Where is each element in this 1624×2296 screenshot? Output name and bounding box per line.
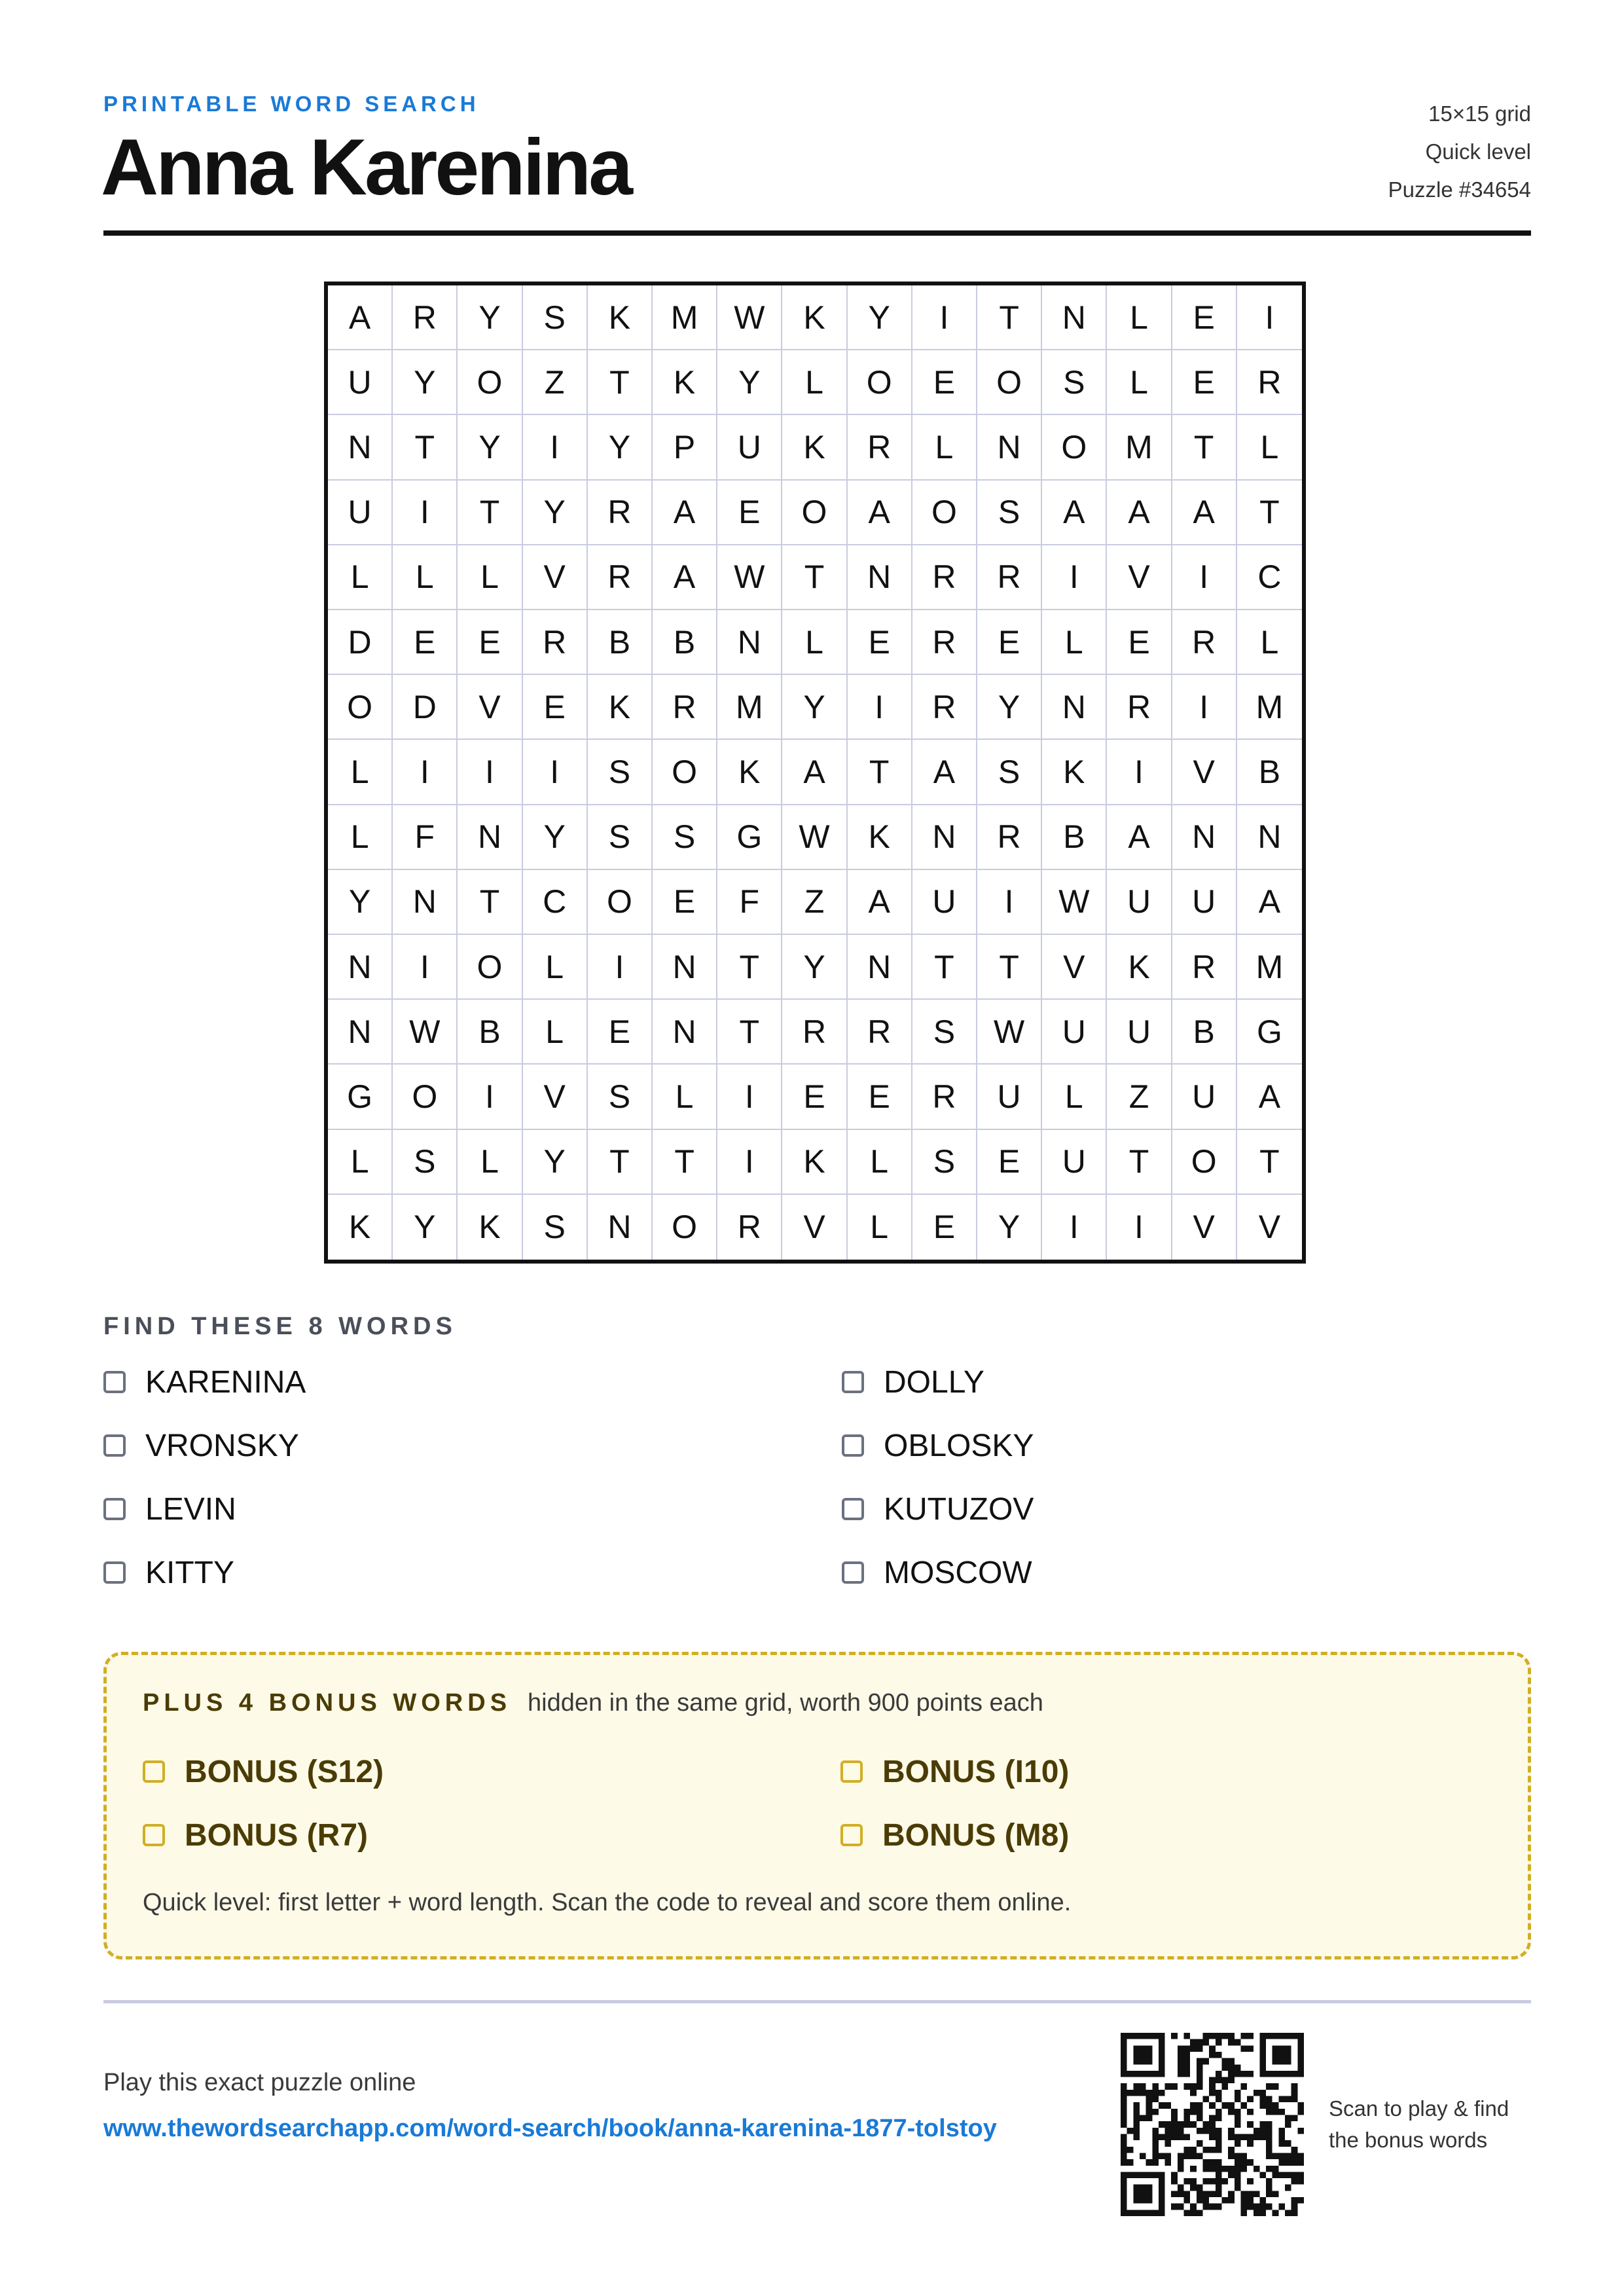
- bonus-word-item[interactable]: [143, 1818, 840, 1852]
- grid-cell[interactable]: E: [912, 350, 977, 415]
- grid-cell[interactable]: Y: [977, 675, 1042, 740]
- grid-cell[interactable]: T: [588, 350, 653, 415]
- grid-cell[interactable]: L: [782, 610, 847, 675]
- grid-cell[interactable]: G: [1237, 1000, 1302, 1065]
- grid-cell[interactable]: I: [977, 870, 1042, 935]
- grid-cell[interactable]: O: [912, 481, 977, 545]
- checkbox-icon[interactable]: [840, 1824, 863, 1846]
- grid-cell[interactable]: N: [1237, 805, 1302, 870]
- bonus-word-item[interactable]: [840, 1755, 1233, 1789]
- grid-cell[interactable]: S: [393, 1130, 458, 1195]
- grid-cell[interactable]: L: [653, 1065, 717, 1129]
- grid-cell[interactable]: V: [523, 545, 588, 610]
- grid-cell[interactable]: R: [912, 1065, 977, 1129]
- grid-cell[interactable]: U: [977, 1065, 1042, 1129]
- grid-cell[interactable]: L: [328, 545, 393, 610]
- grid-cell[interactable]: T: [977, 935, 1042, 1000]
- bonus-subheading: hidden in the same grid, worth 900 points each: [528, 1689, 1043, 1717]
- grid-cell[interactable]: E: [782, 1065, 847, 1129]
- grid-cell[interactable]: R: [588, 545, 653, 610]
- grid-cell[interactable]: E: [848, 610, 912, 675]
- checkbox-icon[interactable]: [842, 1561, 864, 1584]
- grid-cell[interactable]: V: [523, 1065, 588, 1129]
- grid-cell[interactable]: N: [328, 935, 393, 1000]
- grid-cell[interactable]: U: [328, 481, 393, 545]
- grid-cell[interactable]: M: [1107, 415, 1172, 480]
- grid-cell[interactable]: E: [912, 1195, 977, 1260]
- grid-cell[interactable]: M: [717, 675, 782, 740]
- grid-cell[interactable]: B: [1042, 805, 1107, 870]
- grid-cell[interactable]: R: [588, 481, 653, 545]
- grid-cell[interactable]: K: [782, 1130, 847, 1195]
- grid-cell[interactable]: U: [1107, 1000, 1172, 1065]
- grid-cell[interactable]: K: [328, 1195, 393, 1260]
- grid-cell[interactable]: O: [393, 1065, 458, 1129]
- grid-cell[interactable]: N: [393, 870, 458, 935]
- grid-cell[interactable]: A: [1042, 481, 1107, 545]
- word-label: VRONSKY: [145, 1428, 299, 1463]
- grid-cell[interactable]: C: [523, 870, 588, 935]
- grid-cell[interactable]: I: [523, 740, 588, 805]
- puzzle-meta: [1388, 95, 1531, 209]
- grid-cell[interactable]: T: [912, 935, 977, 1000]
- grid-cell[interactable]: N: [458, 805, 522, 870]
- grid-cell[interactable]: I: [1172, 675, 1237, 740]
- grid-cell[interactable]: T: [588, 1130, 653, 1195]
- grid-size-label: 15×15 grid: [1428, 101, 1531, 126]
- bonus-word-list: [143, 1755, 1233, 1852]
- grid-cell[interactable]: L: [848, 1130, 912, 1195]
- grid-cell[interactable]: V: [1172, 740, 1237, 805]
- grid-cell[interactable]: N: [848, 935, 912, 1000]
- grid-cell[interactable]: I: [848, 675, 912, 740]
- grid-cell[interactable]: Y: [523, 481, 588, 545]
- grid-cell[interactable]: M: [1237, 675, 1302, 740]
- grid-cell[interactable]: N: [717, 610, 782, 675]
- grid-cell[interactable]: N: [1042, 285, 1107, 350]
- grid-cell[interactable]: O: [1042, 415, 1107, 480]
- bonus-word-label: BONUS (M8): [882, 1817, 1070, 1853]
- grid-cell[interactable]: S: [912, 1000, 977, 1065]
- bonus-word-label: BONUS (I10): [882, 1754, 1070, 1789]
- grid-cell[interactable]: N: [912, 805, 977, 870]
- grid-cell[interactable]: E: [1172, 285, 1237, 350]
- grid-cell[interactable]: A: [1237, 870, 1302, 935]
- level-label: Quick level: [1425, 139, 1531, 164]
- grid-cell[interactable]: E: [717, 481, 782, 545]
- grid-cell[interactable]: V: [458, 675, 522, 740]
- grid-cell[interactable]: L: [1107, 285, 1172, 350]
- grid-cell[interactable]: R: [1107, 675, 1172, 740]
- grid-cell[interactable]: R: [912, 545, 977, 610]
- grid-cell[interactable]: S: [588, 805, 653, 870]
- bonus-word-label: BONUS (R7): [185, 1817, 369, 1853]
- grid-cell[interactable]: L: [1237, 415, 1302, 480]
- grid-cell[interactable]: E: [588, 1000, 653, 1065]
- grid-cell[interactable]: T: [717, 1000, 782, 1065]
- grid-cell[interactable]: K: [782, 285, 847, 350]
- grid-cell[interactable]: N: [653, 935, 717, 1000]
- grid-cell[interactable]: I: [1042, 1195, 1107, 1260]
- grid-cell[interactable]: O: [977, 350, 1042, 415]
- grid-cell[interactable]: L: [1237, 610, 1302, 675]
- grid-cell[interactable]: Y: [328, 870, 393, 935]
- checkbox-icon[interactable]: [143, 1824, 165, 1846]
- grid-cell[interactable]: E: [977, 1130, 1042, 1195]
- grid-cell[interactable]: R: [1237, 350, 1302, 415]
- grid-cell[interactable]: R: [977, 805, 1042, 870]
- word-item[interactable]: [842, 1365, 1235, 1399]
- grid-cell[interactable]: O: [1172, 1130, 1237, 1195]
- word-label: KARENINA: [145, 1364, 306, 1400]
- page-title: Anna Karenina: [101, 122, 630, 211]
- word-item[interactable]: [103, 1365, 842, 1399]
- grid-cell[interactable]: O: [653, 1195, 717, 1260]
- letter-grid: [324, 282, 1306, 1264]
- grid-cell[interactable]: I: [458, 1065, 522, 1129]
- grid-cell[interactable]: R: [523, 610, 588, 675]
- grid-cell[interactable]: T: [458, 870, 522, 935]
- grid-cell[interactable]: O: [653, 740, 717, 805]
- grid-cell[interactable]: Y: [458, 285, 522, 350]
- grid-cell[interactable]: L: [1042, 1065, 1107, 1129]
- bonus-word-item[interactable]: [840, 1818, 1233, 1852]
- grid-cell[interactable]: A: [848, 870, 912, 935]
- checkbox-icon[interactable]: [103, 1561, 126, 1584]
- grid-cell[interactable]: U: [912, 870, 977, 935]
- grid-cell[interactable]: G: [328, 1065, 393, 1129]
- grid-cell[interactable]: I: [588, 935, 653, 1000]
- grid-cell[interactable]: D: [393, 675, 458, 740]
- grid-cell[interactable]: Y: [782, 675, 847, 740]
- grid-cell[interactable]: T: [653, 1130, 717, 1195]
- grid-cell[interactable]: M: [653, 285, 717, 350]
- grid-cell[interactable]: T: [848, 740, 912, 805]
- grid-cell[interactable]: S: [977, 740, 1042, 805]
- checkbox-icon[interactable]: [842, 1371, 864, 1393]
- grid-cell[interactable]: E: [653, 870, 717, 935]
- grid-cell[interactable]: A: [1107, 805, 1172, 870]
- grid-cell[interactable]: O: [848, 350, 912, 415]
- grid-cell[interactable]: Y: [848, 285, 912, 350]
- grid-cell[interactable]: I: [1237, 285, 1302, 350]
- word-item[interactable]: [842, 1429, 1235, 1463]
- grid-cell[interactable]: U: [1107, 870, 1172, 935]
- grid-cell[interactable]: N: [328, 415, 393, 480]
- grid-cell[interactable]: Y: [588, 415, 653, 480]
- word-list: [103, 1364, 1034, 1590]
- grid-cell[interactable]: B: [653, 610, 717, 675]
- grid-cell[interactable]: U: [1172, 1065, 1237, 1129]
- word-item[interactable]: [842, 1556, 1235, 1590]
- grid-cell[interactable]: K: [848, 805, 912, 870]
- grid-cell[interactable]: W: [717, 545, 782, 610]
- grid-cell[interactable]: T: [782, 545, 847, 610]
- checkbox-icon[interactable]: [103, 1434, 126, 1457]
- grid-cell[interactable]: R: [393, 285, 458, 350]
- header-divider: [103, 230, 1531, 236]
- grid-cell[interactable]: R: [653, 675, 717, 740]
- grid-cell[interactable]: Z: [782, 870, 847, 935]
- bonus-note: Quick level: first letter + word length. Scan the code to reveal and score them online.: [143, 1889, 1072, 1916]
- grid-cell[interactable]: A: [1237, 1065, 1302, 1129]
- grid-cell[interactable]: O: [458, 350, 522, 415]
- grid-cell[interactable]: A: [653, 481, 717, 545]
- grid-cell[interactable]: R: [977, 545, 1042, 610]
- grid-cell[interactable]: S: [1042, 350, 1107, 415]
- grid-cell[interactable]: N: [653, 1000, 717, 1065]
- grid-cell[interactable]: T: [458, 481, 522, 545]
- grid-cell[interactable]: D: [328, 610, 393, 675]
- grid-cell[interactable]: E: [458, 610, 522, 675]
- qr-code-icon[interactable]: [1121, 2033, 1304, 2216]
- grid-cell[interactable]: I: [717, 1065, 782, 1129]
- word-item[interactable]: [103, 1429, 842, 1463]
- word-item[interactable]: [103, 1556, 842, 1590]
- grid-cell[interactable]: T: [1237, 481, 1302, 545]
- grid-cell[interactable]: U: [1172, 870, 1237, 935]
- word-label: OBLOSKY: [884, 1428, 1034, 1463]
- grid-cell[interactable]: B: [1172, 1000, 1237, 1065]
- grid-cell[interactable]: Y: [458, 415, 522, 480]
- grid-cell[interactable]: K: [1107, 935, 1172, 1000]
- grid-cell[interactable]: S: [912, 1130, 977, 1195]
- grid-cell[interactable]: Y: [393, 350, 458, 415]
- grid-cell[interactable]: W: [1042, 870, 1107, 935]
- grid-cell[interactable]: T: [977, 285, 1042, 350]
- grid-cell[interactable]: U: [717, 415, 782, 480]
- grid-cell[interactable]: Y: [523, 805, 588, 870]
- grid-cell[interactable]: O: [782, 481, 847, 545]
- footer-divider: [103, 2000, 1531, 2003]
- grid-cell[interactable]: O: [328, 675, 393, 740]
- grid-cell[interactable]: A: [1172, 481, 1237, 545]
- word-label: LEVIN: [145, 1491, 236, 1527]
- word-item[interactable]: [103, 1492, 842, 1526]
- grid-cell[interactable]: A: [912, 740, 977, 805]
- grid-cell[interactable]: U: [328, 350, 393, 415]
- grid-cell[interactable]: F: [393, 805, 458, 870]
- word-label: MOSCOW: [884, 1555, 1032, 1590]
- grid-cell[interactable]: R: [848, 1000, 912, 1065]
- grid-cell[interactable]: F: [717, 870, 782, 935]
- grid-cell[interactable]: R: [717, 1195, 782, 1260]
- grid-cell[interactable]: L: [1042, 610, 1107, 675]
- grid-cell[interactable]: E: [393, 610, 458, 675]
- grid-cell[interactable]: I: [717, 1130, 782, 1195]
- grid-cell[interactable]: O: [458, 935, 522, 1000]
- grid-cell[interactable]: I: [1107, 740, 1172, 805]
- play-online-label: Play this exact puzzle online: [103, 2069, 416, 2096]
- grid-cell[interactable]: L: [328, 805, 393, 870]
- grid-cell[interactable]: T: [1237, 1130, 1302, 1195]
- word-label: KITTY: [145, 1555, 235, 1590]
- puzzle-number-label: Puzzle #34654: [1388, 177, 1531, 202]
- grid-cell[interactable]: B: [588, 610, 653, 675]
- grid-cell[interactable]: N: [1042, 675, 1107, 740]
- grid-cell[interactable]: R: [782, 1000, 847, 1065]
- grid-cell[interactable]: L: [1107, 350, 1172, 415]
- grid-cell[interactable]: U: [1042, 1000, 1107, 1065]
- grid-cell[interactable]: L: [912, 415, 977, 480]
- checkbox-icon[interactable]: [103, 1498, 126, 1520]
- grid-cell[interactable]: V: [1258, 1209, 1281, 1246]
- grid-cell[interactable]: I: [393, 740, 458, 805]
- bonus-word-label: BONUS (S12): [185, 1754, 384, 1789]
- grid-cell[interactable]: S: [523, 285, 588, 350]
- word-item[interactable]: [842, 1492, 1235, 1526]
- grid-cell[interactable]: V: [782, 1195, 847, 1260]
- grid-cell[interactable]: R: [848, 415, 912, 480]
- grid-cell[interactable]: Y: [977, 1195, 1042, 1260]
- grid-cell[interactable]: A: [1107, 481, 1172, 545]
- grid-cell[interactable]: I: [393, 935, 458, 1000]
- grid-cell[interactable]: K: [588, 675, 653, 740]
- grid-cell[interactable]: N: [588, 1195, 653, 1260]
- grid-cell[interactable]: I: [523, 415, 588, 480]
- grid-cell[interactable]: R: [912, 675, 977, 740]
- grid-cell[interactable]: K: [653, 350, 717, 415]
- grid-cell[interactable]: Y: [393, 1195, 458, 1260]
- grid-cell[interactable]: I: [458, 740, 522, 805]
- grid-cell[interactable]: W: [393, 1000, 458, 1065]
- grid-cell[interactable]: Y: [782, 935, 847, 1000]
- grid-cell[interactable]: A: [653, 545, 717, 610]
- grid-cell[interactable]: T: [717, 935, 782, 1000]
- grid-cell[interactable]: K: [717, 740, 782, 805]
- grid-cell[interactable]: A: [848, 481, 912, 545]
- grid-cell[interactable]: S: [588, 1065, 653, 1129]
- bonus-heading: PLUS 4 BONUS WORDS: [143, 1689, 512, 1717]
- checkbox-icon[interactable]: [842, 1434, 864, 1457]
- grid-cell[interactable]: T: [1107, 1130, 1172, 1195]
- grid-cell[interactable]: E: [977, 610, 1042, 675]
- grid-cell[interactable]: S: [977, 481, 1042, 545]
- grid-cell[interactable]: R: [912, 610, 977, 675]
- grid-cell[interactable]: O: [588, 870, 653, 935]
- grid-cell[interactable]: R: [1172, 935, 1237, 1000]
- grid-cell[interactable]: I: [912, 285, 977, 350]
- grid-cell[interactable]: E: [1172, 350, 1237, 415]
- word-label: DOLLY: [884, 1364, 984, 1400]
- grid-cell[interactable]: V: [1107, 545, 1172, 610]
- grid-cell[interactable]: I: [393, 481, 458, 545]
- grid-cell[interactable]: L: [848, 1195, 912, 1260]
- puzzle-url-link[interactable]: www.thewordsearchapp.com/word-search/book/anna-karenina-1877-tolstoy: [103, 2115, 997, 2142]
- grid-cell[interactable]: Y: [717, 350, 782, 415]
- grid-cell[interactable]: W: [977, 1000, 1042, 1065]
- grid-cell[interactable]: K: [782, 415, 847, 480]
- bonus-word-item[interactable]: [143, 1755, 840, 1789]
- grid-cell[interactable]: I: [1172, 545, 1237, 610]
- grid-cell[interactable]: E: [1107, 610, 1172, 675]
- grid-cell[interactable]: L: [458, 1130, 522, 1195]
- grid-cell[interactable]: N: [977, 415, 1042, 480]
- grid-cell[interactable]: L: [523, 1000, 588, 1065]
- grid-cell[interactable]: N: [1172, 805, 1237, 870]
- grid-cell[interactable]: W: [717, 285, 782, 350]
- grid-cell[interactable]: I: [1042, 545, 1107, 610]
- eyebrow-label: PRINTABLE WORD SEARCH: [103, 92, 480, 116]
- grid-cell[interactable]: S: [523, 1195, 588, 1260]
- word-label: KUTUZOV: [884, 1491, 1034, 1527]
- grid-cell[interactable]: Z: [1107, 1065, 1172, 1129]
- grid-cell[interactable]: S: [653, 805, 717, 870]
- grid-cell[interactable]: W: [782, 805, 847, 870]
- grid-cell[interactable]: K: [1042, 740, 1107, 805]
- grid-cell[interactable]: Y: [523, 1130, 588, 1195]
- grid-cell[interactable]: S: [588, 740, 653, 805]
- grid-cell[interactable]: U: [1042, 1130, 1107, 1195]
- grid-cell[interactable]: B: [1237, 740, 1302, 805]
- grid-cell[interactable]: E: [523, 675, 588, 740]
- grid-cell[interactable]: N: [848, 545, 912, 610]
- grid-cell[interactable]: V: [1042, 935, 1107, 1000]
- grid-cell[interactable]: L: [458, 545, 522, 610]
- grid-cell[interactable]: K: [588, 285, 653, 350]
- grid-cell[interactable]: N: [328, 1000, 393, 1065]
- grid-cell[interactable]: I: [1107, 1195, 1172, 1260]
- checkbox-icon[interactable]: [840, 1760, 863, 1783]
- grid-cell[interactable]: T: [393, 415, 458, 480]
- word-list-heading: FIND THESE 8 WORDS: [103, 1313, 457, 1340]
- grid-cell[interactable]: K: [458, 1195, 522, 1260]
- grid-cell[interactable]: L: [523, 935, 588, 1000]
- grid-cell[interactable]: A: [782, 740, 847, 805]
- grid-cell[interactable]: L: [782, 350, 847, 415]
- grid-cell[interactable]: V: [1172, 1195, 1237, 1260]
- grid-cell[interactable]: L: [328, 1130, 393, 1195]
- grid-cell[interactable]: P: [653, 415, 717, 480]
- grid-cell[interactable]: M: [1237, 935, 1302, 1000]
- qr-caption: Scan to play & find the bonus words: [1329, 2096, 1509, 2152]
- checkbox-icon[interactable]: [103, 1371, 126, 1393]
- grid-cell[interactable]: G: [717, 805, 782, 870]
- grid-cell[interactable]: Z: [523, 350, 588, 415]
- checkbox-icon[interactable]: [143, 1760, 165, 1783]
- grid-cell[interactable]: B: [458, 1000, 522, 1065]
- grid-cell[interactable]: E: [848, 1065, 912, 1129]
- grid-cell[interactable]: L: [393, 545, 458, 610]
- grid-cell[interactable]: A: [328, 285, 393, 350]
- grid-cell[interactable]: T: [1172, 415, 1237, 480]
- checkbox-icon[interactable]: [842, 1498, 864, 1520]
- grid-cell[interactable]: R: [1172, 610, 1237, 675]
- grid-cell[interactable]: C: [1237, 545, 1302, 610]
- grid-cell[interactable]: L: [328, 740, 393, 805]
